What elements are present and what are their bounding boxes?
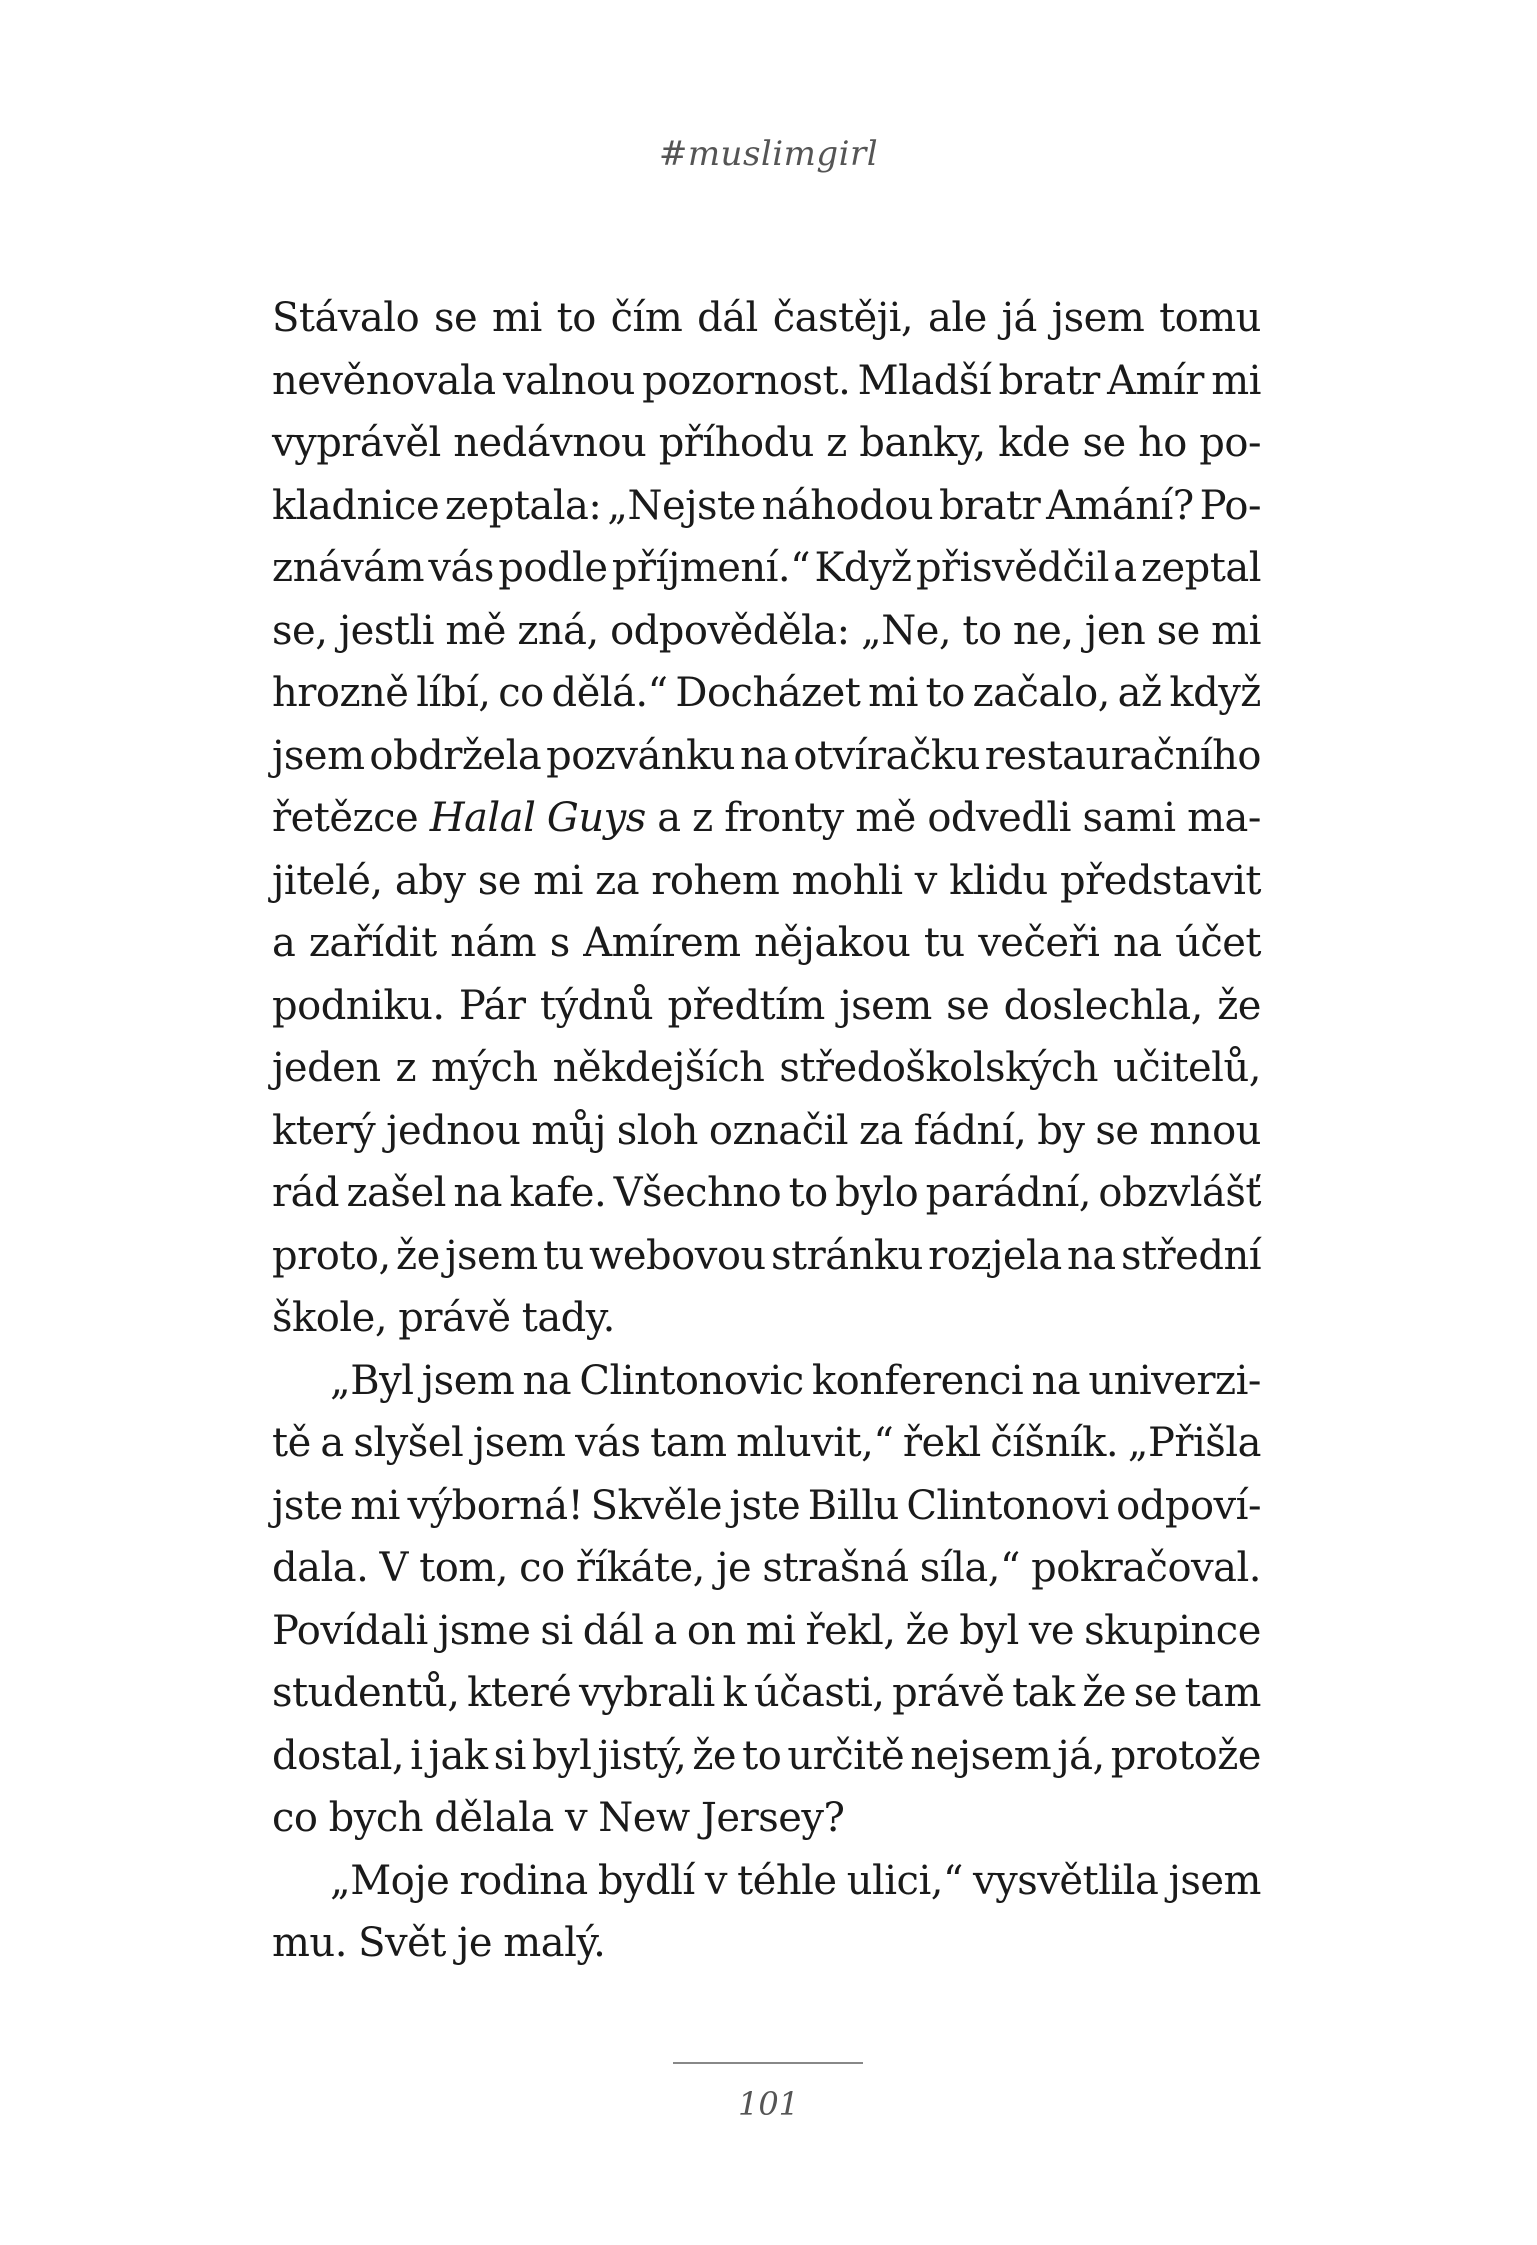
- text-line: jeden z mých někdejších středoškolských učitelů,: [272, 1045, 1261, 1091]
- text-line: nevěnovala valnou pozornost. Mladší bratr Amír mi: [272, 357, 1261, 404]
- text-line: rád zašel na kafe. Všechno to bylo parádní, obzvlášť: [272, 1170, 1261, 1216]
- text-line: hrozně líbí, co dělá.“ Docházet mi to začalo, až když: [272, 670, 1261, 716]
- text-line: Povídali jsme si dál a on mi řekl, že byl ve skupince: [272, 1607, 1261, 1654]
- text-line: kladnice zeptala: „Nejste náhodou bratr Amání? Po-: [272, 482, 1261, 529]
- running-head: #muslimgirl: [658, 134, 879, 174]
- page-number: 101: [737, 2085, 800, 2123]
- text-line: dala. V tom, co říkáte, je strašná síla,“ pokračoval.: [272, 1545, 1261, 1591]
- text-line: Stávalo se mi to čím dál častěji, ale já jsem tomu: [272, 295, 1261, 341]
- text-line: „Moje rodina bydlí v téhle ulici,“ vysvětlila jsem: [330, 1857, 1261, 1904]
- text-line: dostal, i jak si byl jistý, že to určitě nejsem já, protože: [272, 1732, 1261, 1779]
- text-line: škole, právě tady.: [272, 1295, 615, 1341]
- text-line: jste mi výborná! Skvěle jste Billu Clintonovi odpoví-: [272, 1482, 1261, 1529]
- text-line: znávám vás podle příjmení.“ Když přisvědčil a zeptal: [272, 545, 1261, 591]
- text-line: „Byl jsem na Clintonovic konferenci na univerzi-: [330, 1357, 1261, 1404]
- text-line: studentů, které vybrali k účasti, právě tak že se tam: [272, 1670, 1261, 1716]
- text-line: jsem obdržela pozvánku na otvíračku restauračního: [272, 732, 1261, 779]
- body-text: [272, 287, 1261, 1975]
- text-line: podniku. Pár týdnů předtím jsem se doslechla, že: [272, 982, 1261, 1029]
- footer-rule: [673, 2062, 863, 2064]
- text-line: mu. Svět je malý.: [272, 1920, 606, 1966]
- text-line: tě a slyšel jsem vás tam mluvit,“ řekl číšník. „Přišla: [272, 1420, 1261, 1466]
- text-line: který jednou můj sloh označil za fádní, by se mnou: [272, 1107, 1261, 1154]
- text-line: jitelé, aby se mi za rohem mohli v klidu představit: [272, 857, 1261, 904]
- text-line: a zařídit nám s Amírem nějakou tu večeři na účet: [272, 920, 1261, 966]
- text-line: se, jestli mě zná, odpověděla: „Ne, to ne, jen se mi: [272, 607, 1261, 654]
- text-line: vyprávěl nedávnou příhodu z banky, kde se ho po-: [272, 420, 1261, 466]
- text-line: co bych dělala v New Jersey?: [272, 1795, 845, 1841]
- text-line: proto, že jsem tu webovou stránku rozjela na střední: [272, 1232, 1261, 1279]
- text-line: řetězce Halal Guys a z fronty mě odvedli sami ma-: [272, 795, 1261, 841]
